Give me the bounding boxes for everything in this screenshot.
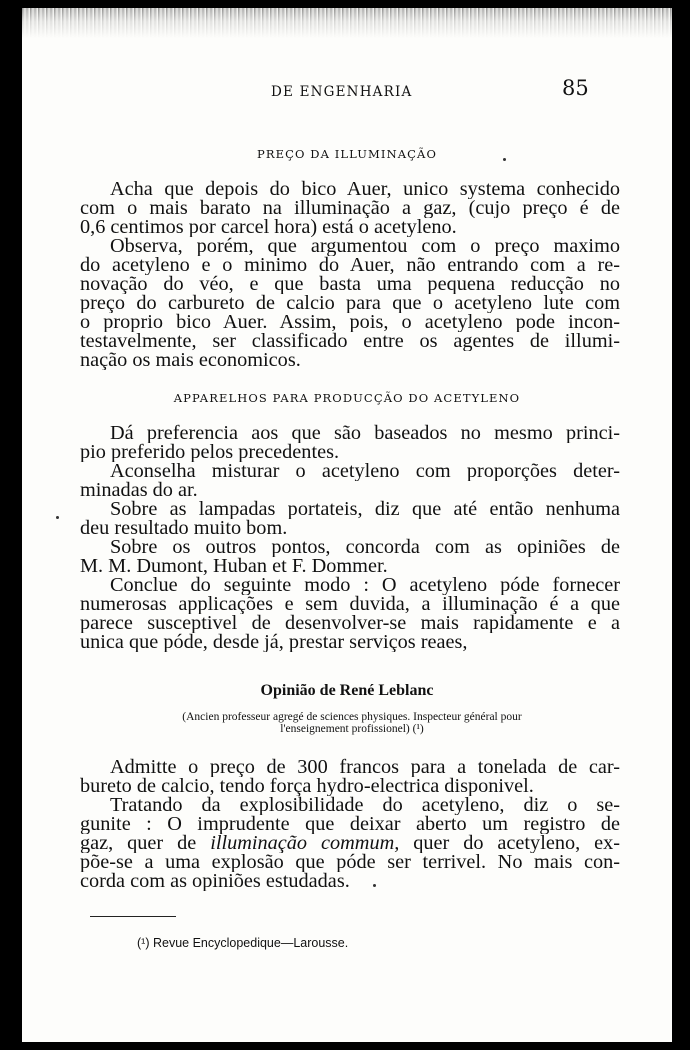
paragraph <box>80 237 620 370</box>
text-line: Sobre as lampadas portateis, diz que até então nenhuma <box>110 500 620 519</box>
text-line: com o mais barato na illuminação a gaz, (cujo preço é de <box>80 199 620 218</box>
text-line: Conclue do seguinte modo : O acetyleno póde fornecer <box>110 576 620 595</box>
text-line: gunite : O imprudente que deixar aberto um registro de <box>80 815 620 834</box>
text-line: 0,6 centimos por carcel hora) está o acetyleno. <box>80 218 457 237</box>
scan-edge-noise <box>22 8 672 38</box>
print-speck <box>503 158 506 161</box>
paragraph <box>80 796 620 891</box>
text-line: deu resultado muito bom. <box>80 519 288 538</box>
footnote-rule <box>90 916 176 917</box>
text-line: do acetyleno e o minimo do Auer, não entrando com a re- <box>80 256 620 275</box>
text-segment: quer do acetyleno, ex- <box>399 834 620 853</box>
text-line: corda com as opiniões estudadas. <box>80 872 350 891</box>
running-header <box>22 76 672 106</box>
section-heading-apparelhos: APPARELHOS PARA PRODUCÇÃO DO ACETYLENO <box>173 391 521 405</box>
author-heading: Opinião de René Leblanc <box>260 682 434 699</box>
text-line: Aconselha misturar o acetyleno com proporções deter- <box>110 462 620 481</box>
text-line: Acha que depois do bico Auer, unico systema conhecido <box>110 180 620 199</box>
text-line: o proprio bico Auer. Assim, pois, o acetyleno pode incon- <box>80 313 620 332</box>
paragraph <box>80 180 620 237</box>
paragraph <box>80 462 620 500</box>
text-line: novação do véo, e que basta uma pequena reducção no <box>80 275 620 294</box>
paragraph <box>80 538 620 576</box>
text-line: M. M. Dumont, Huban et F. Dommer. <box>80 557 388 576</box>
text-line: parece susceptivel de desenvolver-se mais rapidamente e a <box>80 614 620 633</box>
section-heading-preco: PREÇO DA ILLUMINAÇÃO <box>257 147 437 161</box>
paragraph <box>80 500 620 538</box>
text-line: testavelmente, ser classificado entre os agentes de illumi- <box>80 332 620 351</box>
running-title: DE ENGENHARIA <box>271 84 413 100</box>
print-speck <box>56 516 59 519</box>
book-page <box>22 8 672 1042</box>
text-line: Admitte o preço de 300 francos para a tonelada de car- <box>110 758 620 777</box>
paragraph <box>80 424 620 462</box>
section1-body <box>80 180 620 370</box>
section2-body <box>80 424 620 652</box>
text-line: Sobre os outros pontos, concorda com as opiniões de <box>110 538 620 557</box>
author-affiliation <box>122 711 582 735</box>
page-number: 85 <box>562 76 589 100</box>
section3-body <box>80 758 620 891</box>
text-line: pio preferido pelos precedentes. <box>80 443 340 462</box>
text-line: nação os mais economicos. <box>80 351 301 370</box>
text-line: numerosas applicações e sem duvida, a illuminação é a que <box>80 595 620 614</box>
affiliation-line: (Ancien professeur agregé de sciences physiques. Inspecteur général pour <box>182 711 522 723</box>
paragraph <box>80 576 620 652</box>
text-line: preço do carbureto de calcio para que o acetyleno lute com <box>80 294 620 313</box>
text-line: Observa, porém, que argumentou com o preço maximo <box>110 237 620 256</box>
text-line: Tratando da explosibilidade do acetyleno, diz o se- <box>110 796 620 815</box>
paragraph <box>80 758 620 796</box>
text-line: unica que póde, desde já, prestar serviços reaes, <box>80 633 468 652</box>
text-line: Dá preferencia aos que são baseados no mesmo princi- <box>110 424 620 443</box>
text-line: minadas do ar. <box>80 481 198 500</box>
print-speck <box>373 884 376 887</box>
footnote: (¹) Revue Encyclopedique—Larousse. <box>137 936 349 950</box>
text-line: bureto de calcio, tendo força hydro-electrica disponivel. <box>80 777 534 796</box>
text-line <box>80 834 620 853</box>
affiliation-line: l'enseignement profissionel) (¹) <box>280 723 424 735</box>
text-segment: gaz, quer de <box>80 834 211 853</box>
italic-phrase: illuminação commum, <box>210 834 400 853</box>
text-line: põe-se a uma explosão que póde ser terrivel. No mais con- <box>80 853 620 872</box>
